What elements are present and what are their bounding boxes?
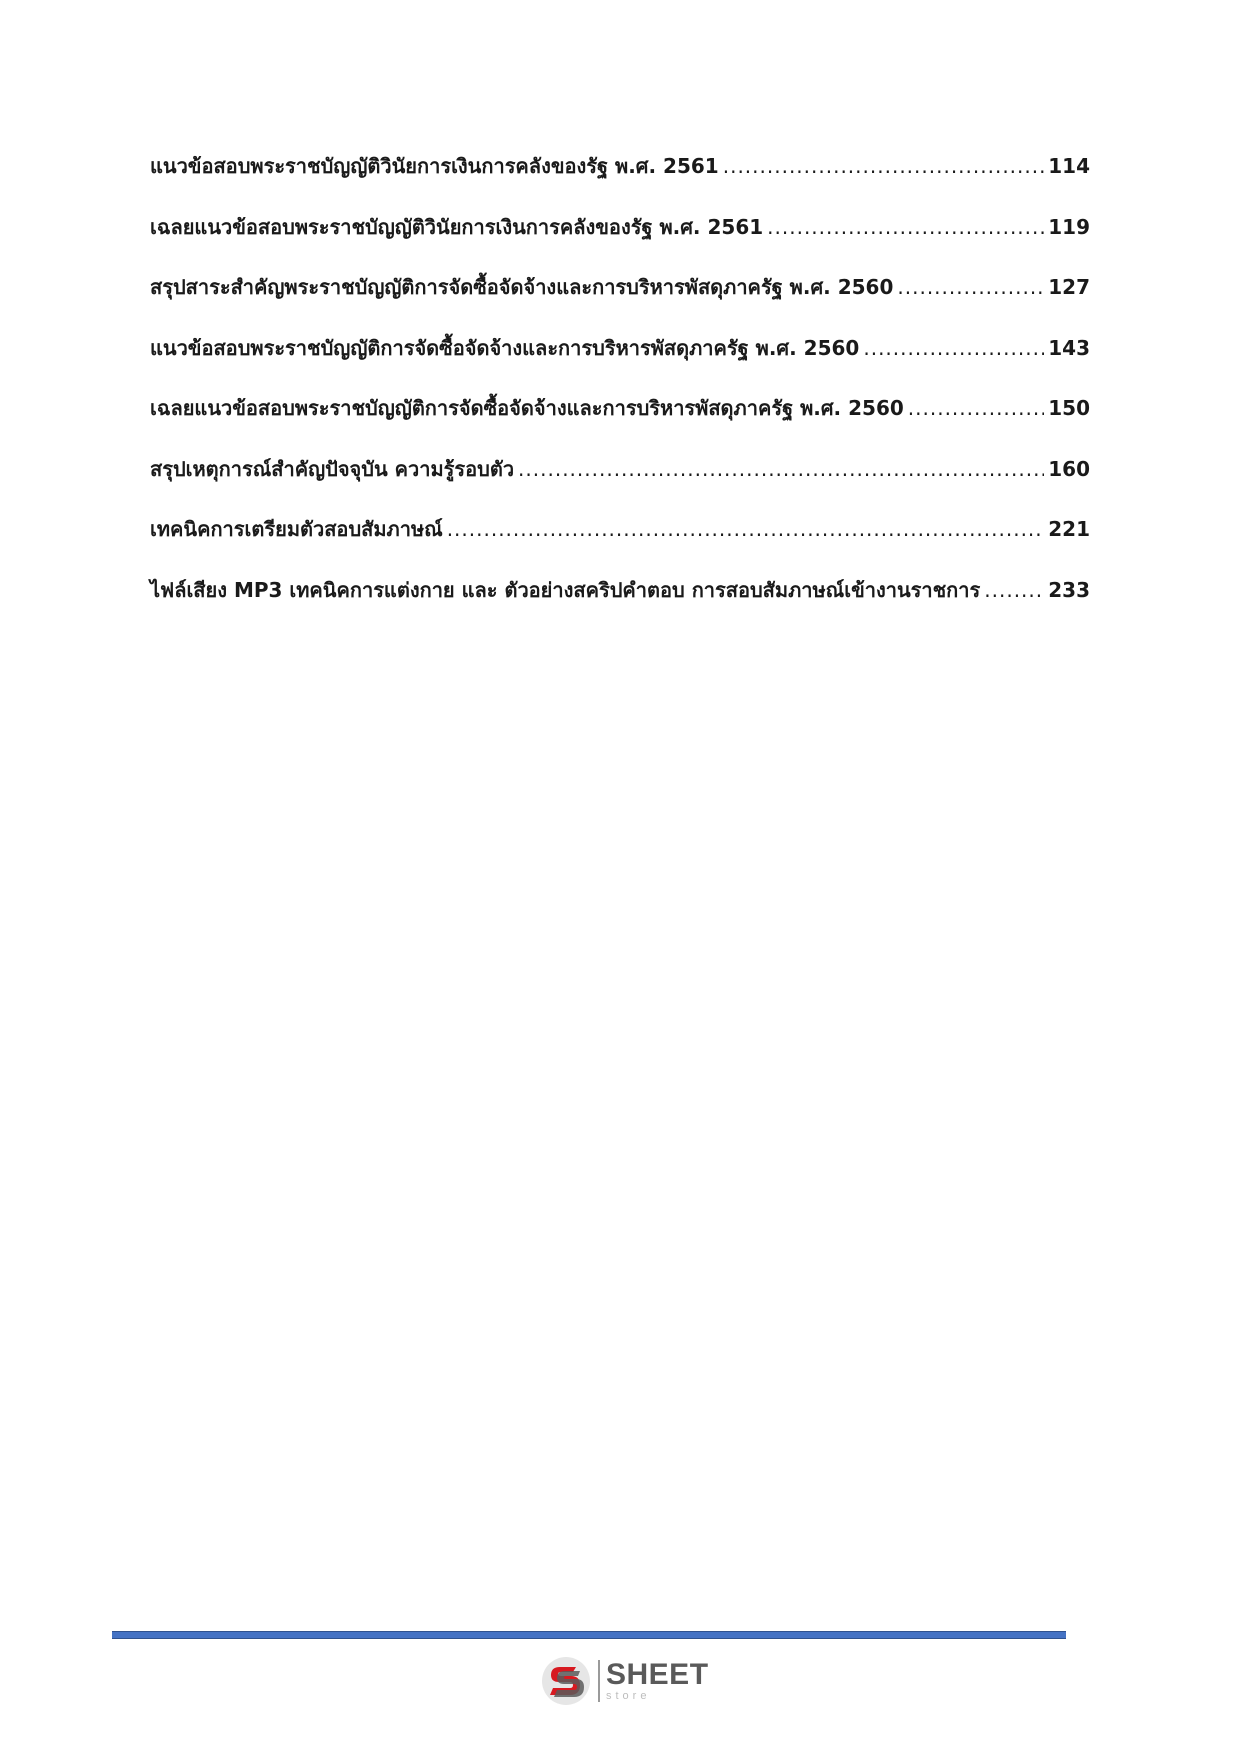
toc-entry-title: สรุปเหตุการณ์สำคัญปัจจุบัน ความรู้รอบตัว [150,456,515,481]
toc-entry-page: 127 [1048,275,1090,299]
table-of-contents [150,150,1090,634]
footer-divider [112,1631,1066,1639]
toc-entry[interactable] [150,150,1090,211]
toc-entry-page: 221 [1048,517,1090,541]
toc-entry-title: สรุปสาระสำคัญพระราชบัญญัติการจัดซื้อจัดจ้างและการบริหารพัสดุภาครัฐ พ.ศ. 2560 [150,275,894,299]
toc-entry[interactable] [150,392,1090,453]
sheet-store-logo [540,1654,709,1708]
toc-entry[interactable] [150,453,1090,514]
toc-entry-page: 119 [1048,214,1090,239]
toc-entry-title: แนวข้อสอบพระราชบัญญัติการจัดซื้อจัดจ้างและการบริหารพัสดุภาครัฐ พ.ศ. 2560 [150,335,860,360]
toc-dot-leader [863,336,1044,360]
sheet-store-s-logo-icon [540,1655,592,1707]
toc-entry-title: เฉลยแนวข้อสอบพระราชบัญญัติการจัดซื้อจัดจ้างและการบริหารพัสดุภาครัฐ พ.ศ. 2560 [150,396,904,420]
toc-entry[interactable] [150,271,1090,332]
toc-dot-leader [767,215,1044,239]
toc-dot-leader [723,154,1045,178]
toc-entry[interactable] [150,332,1090,393]
logo-word: SHEET [606,1658,709,1691]
toc-dot-leader [897,275,1044,299]
logo-divider [598,1660,600,1702]
toc-entry-page: 114 [1048,154,1090,178]
toc-entry-page: 160 [1048,456,1090,481]
toc-dot-leader [984,578,1044,602]
toc-entry-title: เทคนิคการเตรียมตัวสอบสัมภาษณ์ [150,517,443,541]
logo-subtext: store [606,1690,651,1702]
toc-dot-leader [908,396,1044,420]
toc-entry-title: เฉลยแนวข้อสอบพระราชบัญญัติวินัยการเงินการคลังของรัฐ พ.ศ. 2561 [150,214,764,239]
toc-entry-title: แนวข้อสอบพระราชบัญญัติวินัยการเงินการคลังของรัฐ พ.ศ. 2561 [150,154,719,178]
toc-dot-leader [447,517,1045,541]
toc-entry[interactable] [150,513,1090,574]
toc-dot-leader [518,457,1044,481]
toc-entry[interactable] [150,211,1090,272]
toc-entry[interactable] [150,574,1090,635]
toc-entry-title: ไฟล์เสียง MP3 เทคนิคการแต่งกาย และ ตัวอย่างสคริปคำตอบ การสอบสัมภาษณ์เข้างานราชการ [150,577,981,602]
logo-text [606,1660,709,1702]
toc-entry-page: 143 [1048,335,1090,360]
toc-entry-page: 233 [1048,577,1090,602]
toc-entry-page: 150 [1048,396,1090,420]
